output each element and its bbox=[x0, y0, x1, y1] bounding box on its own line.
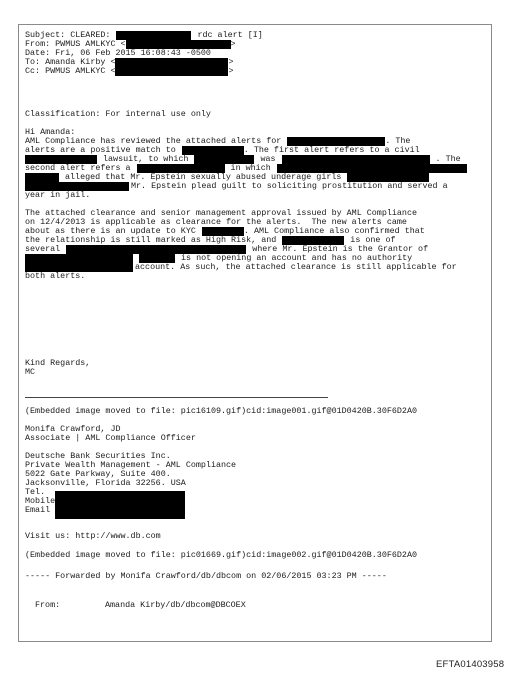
visit-line: Visit us: http://www.db.com bbox=[25, 531, 161, 541]
classification: Classification: For internal use only bbox=[25, 109, 211, 119]
forwarded-from-label: From: bbox=[35, 600, 61, 610]
redaction bbox=[115, 67, 228, 76]
redaction bbox=[25, 173, 59, 182]
closing-kind-regards: Kind Regards, bbox=[25, 358, 91, 368]
para2-line4: the relationship is still marked as High Risk, and is one of bbox=[25, 235, 396, 245]
para2-line7: account. As such, the attached clearance is still applicable for bbox=[25, 263, 457, 272]
redaction bbox=[182, 146, 244, 155]
redaction bbox=[25, 254, 133, 263]
greeting: Hi Amanda: bbox=[25, 127, 76, 137]
signature-address2: Jacksonville, Florida 32256. USA bbox=[25, 478, 186, 488]
signature-company: Deutsche Bank Securities Inc. bbox=[25, 451, 171, 461]
contact-redaction bbox=[55, 491, 185, 519]
signature-email: Email bbox=[25, 505, 51, 515]
para1-line1: AML Compliance has reviewed the attached alerts for . The bbox=[25, 136, 411, 146]
to-line: To: Amanda Kirby < > bbox=[25, 57, 234, 67]
from-line: From: PWMUS AMLKYC < > bbox=[25, 39, 236, 49]
para1-line7: year in jail. bbox=[25, 190, 91, 200]
email-printout bbox=[18, 24, 492, 642]
closing-initials: MC bbox=[25, 367, 36, 377]
signature-mobile: Mobile bbox=[25, 496, 56, 506]
para2-line2: on 12/4/2013 is applicable as clearance for the alerts. The new alerts came bbox=[25, 217, 407, 227]
embedded-image-note-1: (Embedded image moved to file: pic16109.gif)cid:image001.gif@01D0420B.30F6D2A0 bbox=[25, 406, 418, 416]
para2-line5: several where Mr. Epstein is the Grantor of bbox=[25, 244, 429, 254]
date-line: Date: Fri, 06 Feb 2015 16:08:43 -0500 bbox=[25, 48, 211, 58]
redaction bbox=[115, 58, 228, 67]
subject-line: Subject: CLEARED: rdc alert [I] bbox=[25, 30, 263, 40]
para2-line3: about as there is an update to KYC . AML Compliance also confirmed that bbox=[25, 226, 425, 236]
para1-line2: alerts are a positive match to . The first alert refers to a civil bbox=[25, 145, 420, 155]
signature-divider bbox=[25, 397, 328, 398]
document-id: EFTA01403958 bbox=[436, 659, 505, 670]
signature-address1: 5022 Gate Parkway, Suite 400. bbox=[25, 469, 171, 479]
signature-division: Private Wealth Management - AML Compliance bbox=[25, 460, 237, 470]
redaction bbox=[116, 31, 191, 40]
para2-line8: both alerts. bbox=[25, 271, 86, 281]
signature-title: Associate | AML Compliance Officer bbox=[25, 433, 196, 443]
para1-line6: Mr. Epstein plead guilt to soliciting prostitution and served a bbox=[25, 182, 448, 191]
signature-name: Monifa Crawford, JD bbox=[25, 424, 121, 434]
signature-tel: Tel. bbox=[25, 487, 46, 497]
forwarded-from-value: Amanda Kirby/db/dbcom@DBCOEX bbox=[105, 600, 246, 610]
para2-line1: The attached clearance and senior management approval issued by AML Compliance bbox=[25, 208, 418, 218]
embedded-image-note-2: (Embedded image moved to file: pic01669.gif)cid:image002.gif@01D0420B.30F6D2A0 bbox=[25, 550, 418, 560]
para1-line5: alleged that Mr. Epstein sexually abused underage girls bbox=[25, 173, 429, 182]
forwarded-line: ----- Forwarded by Monifa Crawford/db/dbcom on 02/06/2015 03:23 PM ----- bbox=[25, 571, 387, 581]
para1-line3: lawsuit, to which was . The bbox=[25, 155, 461, 164]
para2-line6: is not opening an account and has no authority bbox=[25, 254, 412, 263]
redaction bbox=[282, 155, 430, 164]
para1-line4: second alert refers a in which bbox=[25, 164, 467, 173]
cc-line: Cc: PWMUS AMLKYC < > bbox=[25, 66, 234, 76]
